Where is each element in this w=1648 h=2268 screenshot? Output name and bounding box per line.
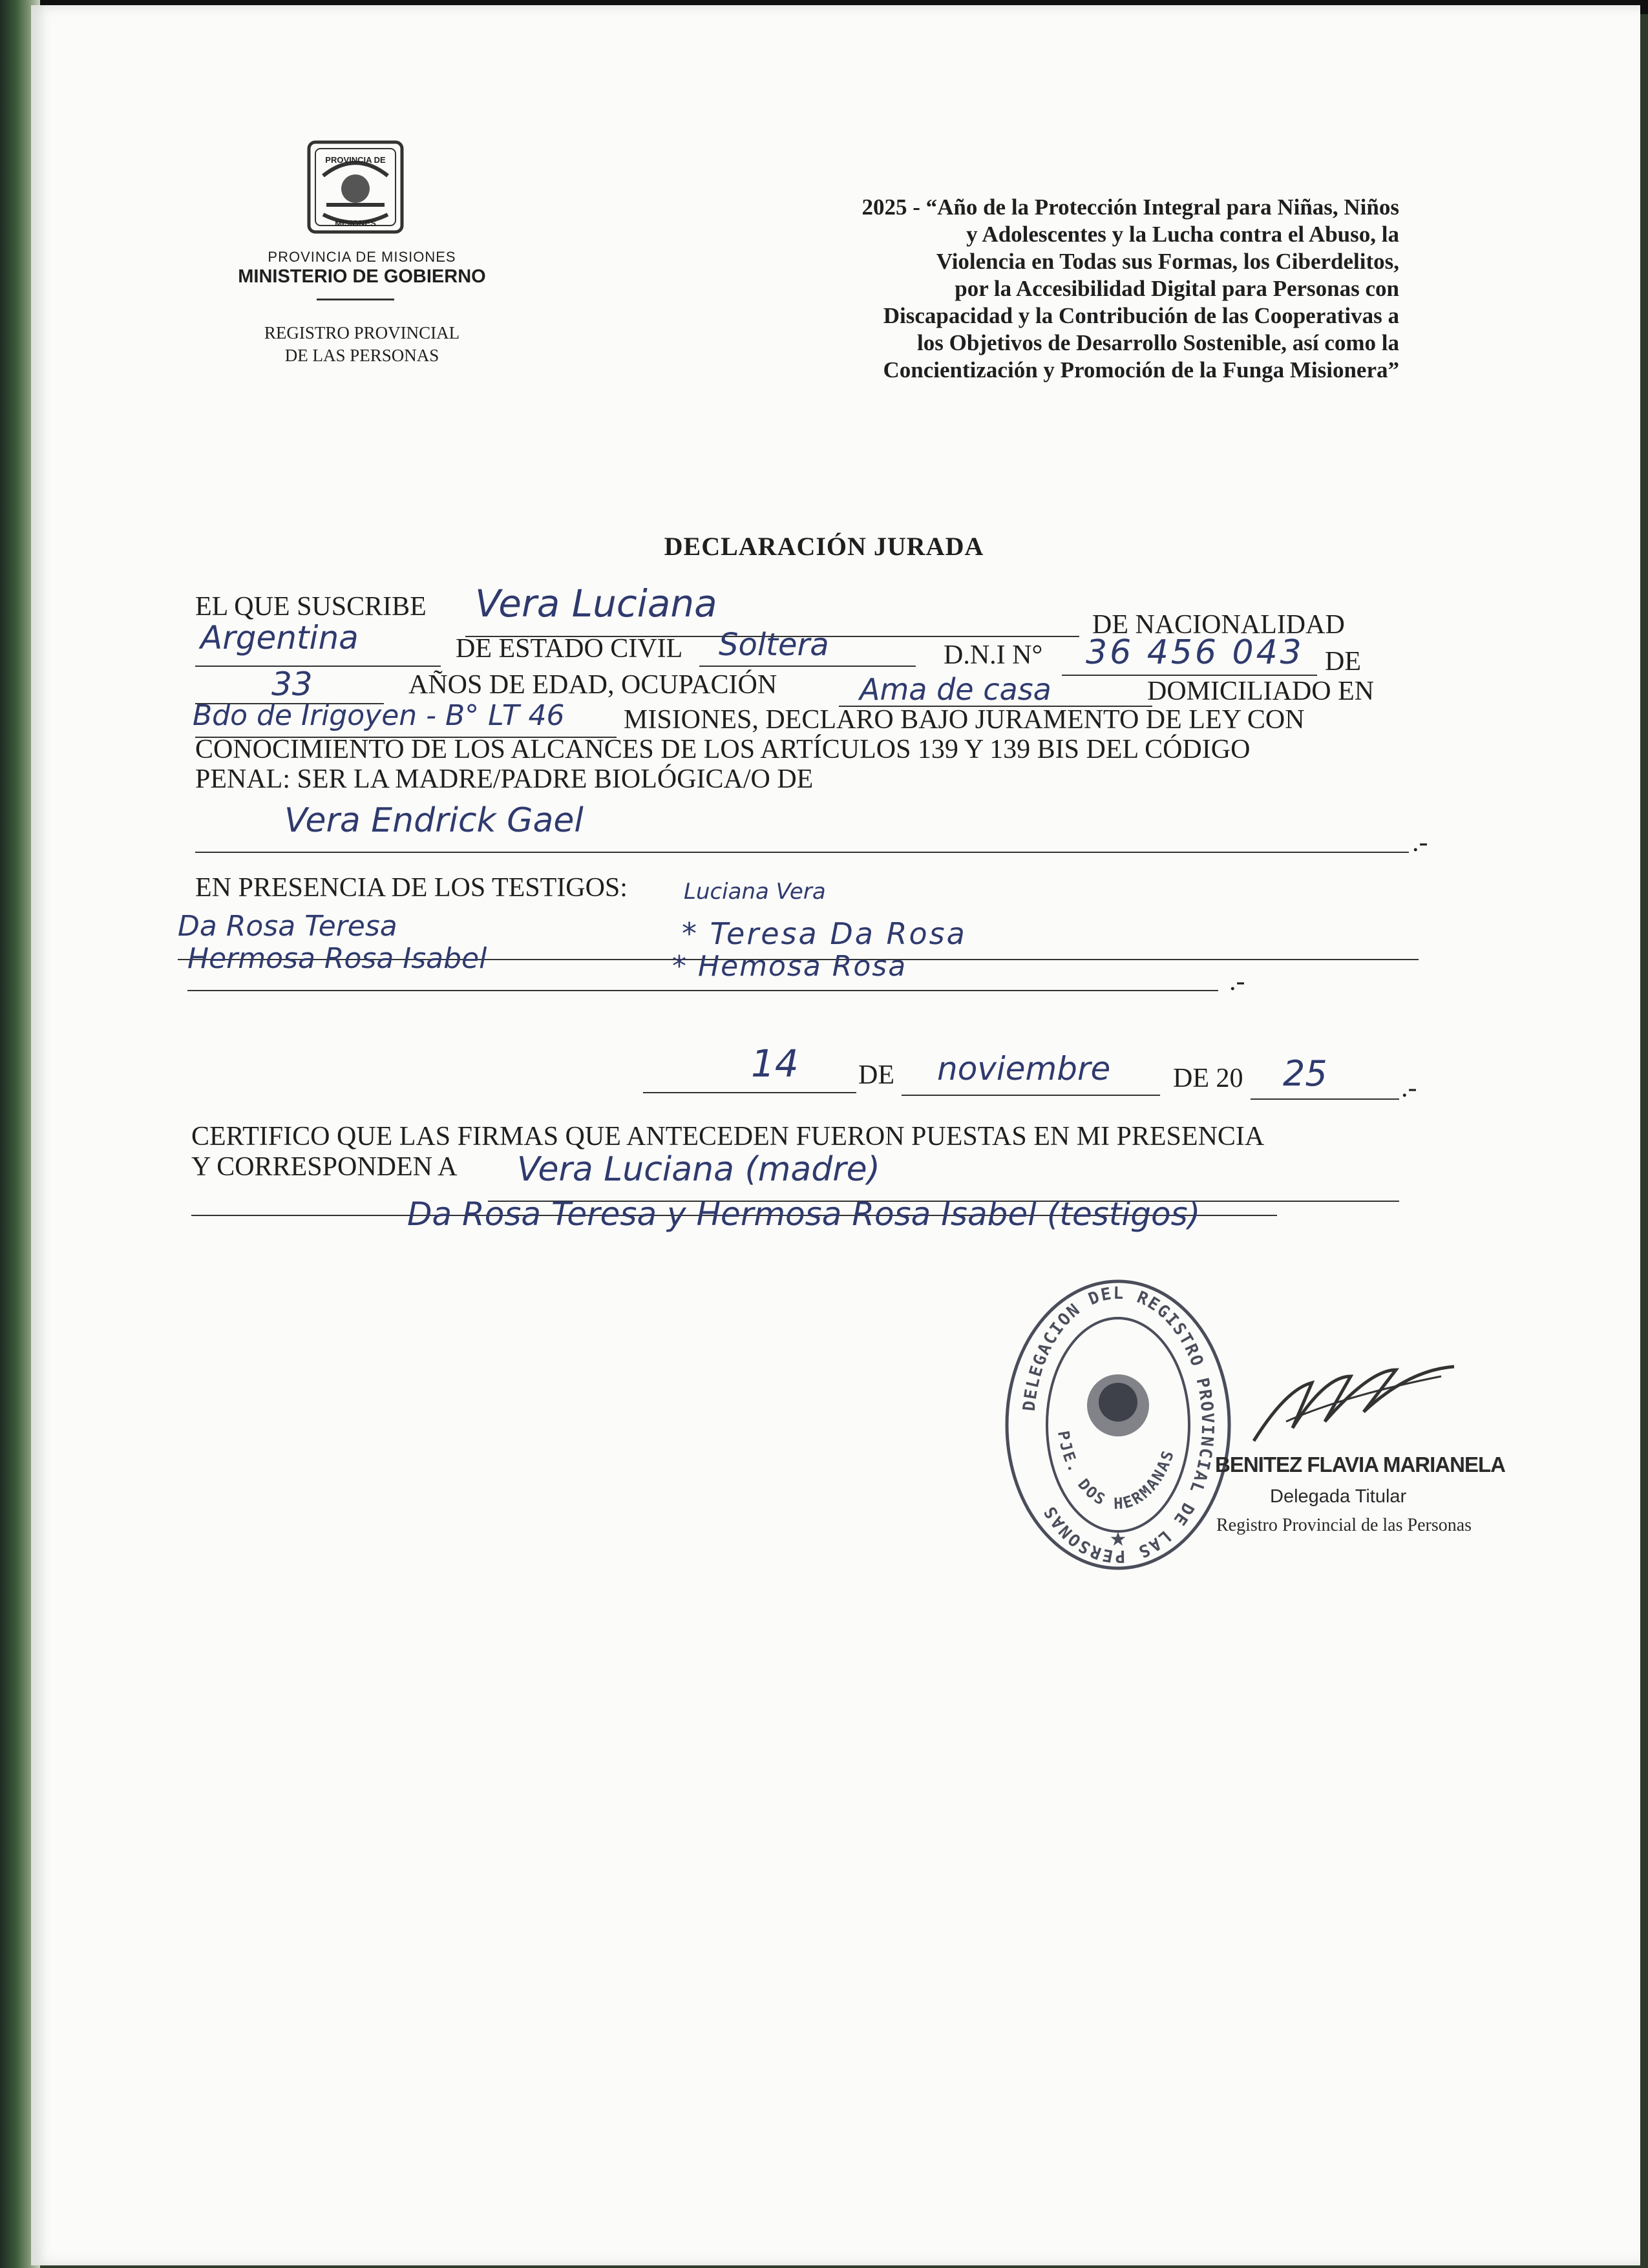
label-dni: D.N.I N° — [944, 640, 1043, 670]
svg-text:PJE. DOS HERMANAS: PJE. DOS HERMANAS — [1053, 1429, 1178, 1513]
field-line-dia — [643, 1092, 856, 1093]
field-line-hijo — [195, 852, 1409, 853]
svg-text:★: ★ — [1109, 1529, 1127, 1550]
handwritten-testigo1-firma: * Teresa Da Rosa — [682, 916, 967, 951]
label-penal: PENAL: SER LA MADRE/PADRE BIOLÓGICA/O DE — [195, 764, 814, 794]
handwritten-corresponden2: Da Rosa Teresa y Hermosa Rosa Isabel (testigos) — [407, 1195, 1201, 1233]
handwritten-firma-madre: Luciana Vera — [684, 879, 826, 905]
handwritten-ocupacion: Ama de casa — [860, 672, 1051, 707]
handwritten-domicilio: Bdo de Irigoyen - B° LT 46 — [193, 699, 565, 732]
label-corresponden: Y CORRESPONDEN A — [191, 1152, 458, 1182]
year-motto — [659, 194, 1399, 384]
label-fecha-de20: DE 20 — [1173, 1064, 1243, 1093]
province-crest-icon — [304, 137, 407, 237]
year-motto-line: Concientización y Promoción de la Funga Misionera” — [883, 357, 1399, 383]
handwritten-corresponden1: Vera Luciana (madre) — [517, 1150, 880, 1189]
field-line-testigo2 — [187, 990, 1218, 991]
year-motto-line: Violencia en Todas sus Formas, los Ciberdelitos, — [936, 249, 1399, 274]
year-motto-line: Discapacidad y la Contribución de las Cooperativas a — [883, 303, 1399, 328]
handwritten-dni: 36 456 043 — [1086, 633, 1304, 672]
year-motto-line: 2025 - “Año de la Protección Integral para Niñas, Niños — [861, 194, 1399, 220]
label-estado-civil: DE ESTADO CIVIL — [456, 634, 683, 664]
label-nacionalidad: DE NACIONALIDAD — [1092, 610, 1345, 640]
end-mark: .- — [1401, 1073, 1417, 1103]
label-de: DE — [1325, 647, 1361, 677]
label-fecha-de: DE — [858, 1060, 894, 1090]
year-motto-line: y Adolescentes y la Lucha contra el Abuso, la — [966, 222, 1399, 247]
ministry-label: MINISTERIO DE GOBIERNO — [238, 266, 486, 287]
year-motto-line: por la Accesibilidad Digital para Personas con — [955, 276, 1399, 301]
field-line-estado-civil — [699, 666, 916, 667]
header-divider — [317, 299, 394, 300]
label-testigos: EN PRESENCIA DE LOS TESTIGOS: — [195, 873, 628, 903]
field-line-anio — [1251, 1098, 1399, 1100]
year-motto-line: los Objetivos de Desarrollo Sostenible, así como la — [917, 330, 1399, 355]
registry-label-line1: REGISTRO PROVINCIAL — [264, 323, 460, 342]
signature-scribble-icon — [1247, 1350, 1461, 1447]
label-edad-ocupacion: AÑOS DE EDAD, OCUPACIÓN — [408, 670, 777, 700]
registry-seal-stamp — [998, 1273, 1238, 1577]
document-title: DECLARACIÓN JURADA — [664, 532, 984, 561]
label-suscribe: EL QUE SUSCRIBE — [195, 592, 427, 622]
handwritten-hijo: Vera Endrick Gael — [284, 801, 584, 840]
handwritten-testigo2-firma: * Hemosa Rosa — [672, 950, 907, 983]
field-line-nacionalidad — [195, 666, 441, 667]
svg-text:DELEGACION DEL REGISTRO PROVIN: DELEGACION DEL REGISTRO PROVINCIAL DE LAS PERSONAS — [1019, 1283, 1218, 1566]
handwritten-nacionalidad: Argentina — [200, 619, 359, 656]
label-conocimiento: CONOCIMIENTO DE LOS ALCANCES DE LOS ARTÍCULOS 139 Y 139 BIS DEL CÓDIGO — [195, 735, 1251, 764]
handwritten-nombre: Vera Luciana — [475, 582, 717, 625]
signatory-role: Delegada Titular — [1270, 1486, 1407, 1507]
handwritten-dia: 14 — [751, 1042, 799, 1086]
handwritten-edad: 33 — [271, 666, 313, 703]
handwritten-estado-civil: Soltera — [719, 627, 829, 663]
label-domiciliado: DOMICILIADO EN — [1147, 677, 1375, 706]
field-line-mes — [902, 1095, 1160, 1096]
handwritten-testigo1: Da Rosa Teresa — [178, 910, 397, 943]
end-mark: .- — [1229, 967, 1245, 996]
label-certifico: CERTIFICO QUE LAS FIRMAS QUE ANTECEDEN FUERON PUESTAS EN MI PRESENCIA — [191, 1122, 1265, 1151]
handwritten-mes: noviembre — [937, 1050, 1111, 1087]
label-misiones: MISIONES, DECLARO BAJO JURAMENTO DE LEY CON — [624, 705, 1305, 735]
handwritten-anio: 25 — [1283, 1053, 1327, 1094]
svg-text:MISIONES: MISIONES — [335, 218, 376, 228]
province-label: PROVINCIA DE MISIONES — [268, 249, 456, 265]
signatory-registry: Registro Provincial de las Personas — [1216, 1515, 1472, 1535]
handwritten-testigo2: Hermosa Rosa Isabel — [187, 942, 487, 975]
signatory-name: BENITEZ FLAVIA MARIANELA — [1215, 1453, 1505, 1476]
end-mark: .- — [1412, 828, 1428, 857]
svg-text:PROVINCIA DE: PROVINCIA DE — [325, 155, 386, 165]
registry-label-line2: DE LAS PERSONAS — [284, 346, 439, 365]
